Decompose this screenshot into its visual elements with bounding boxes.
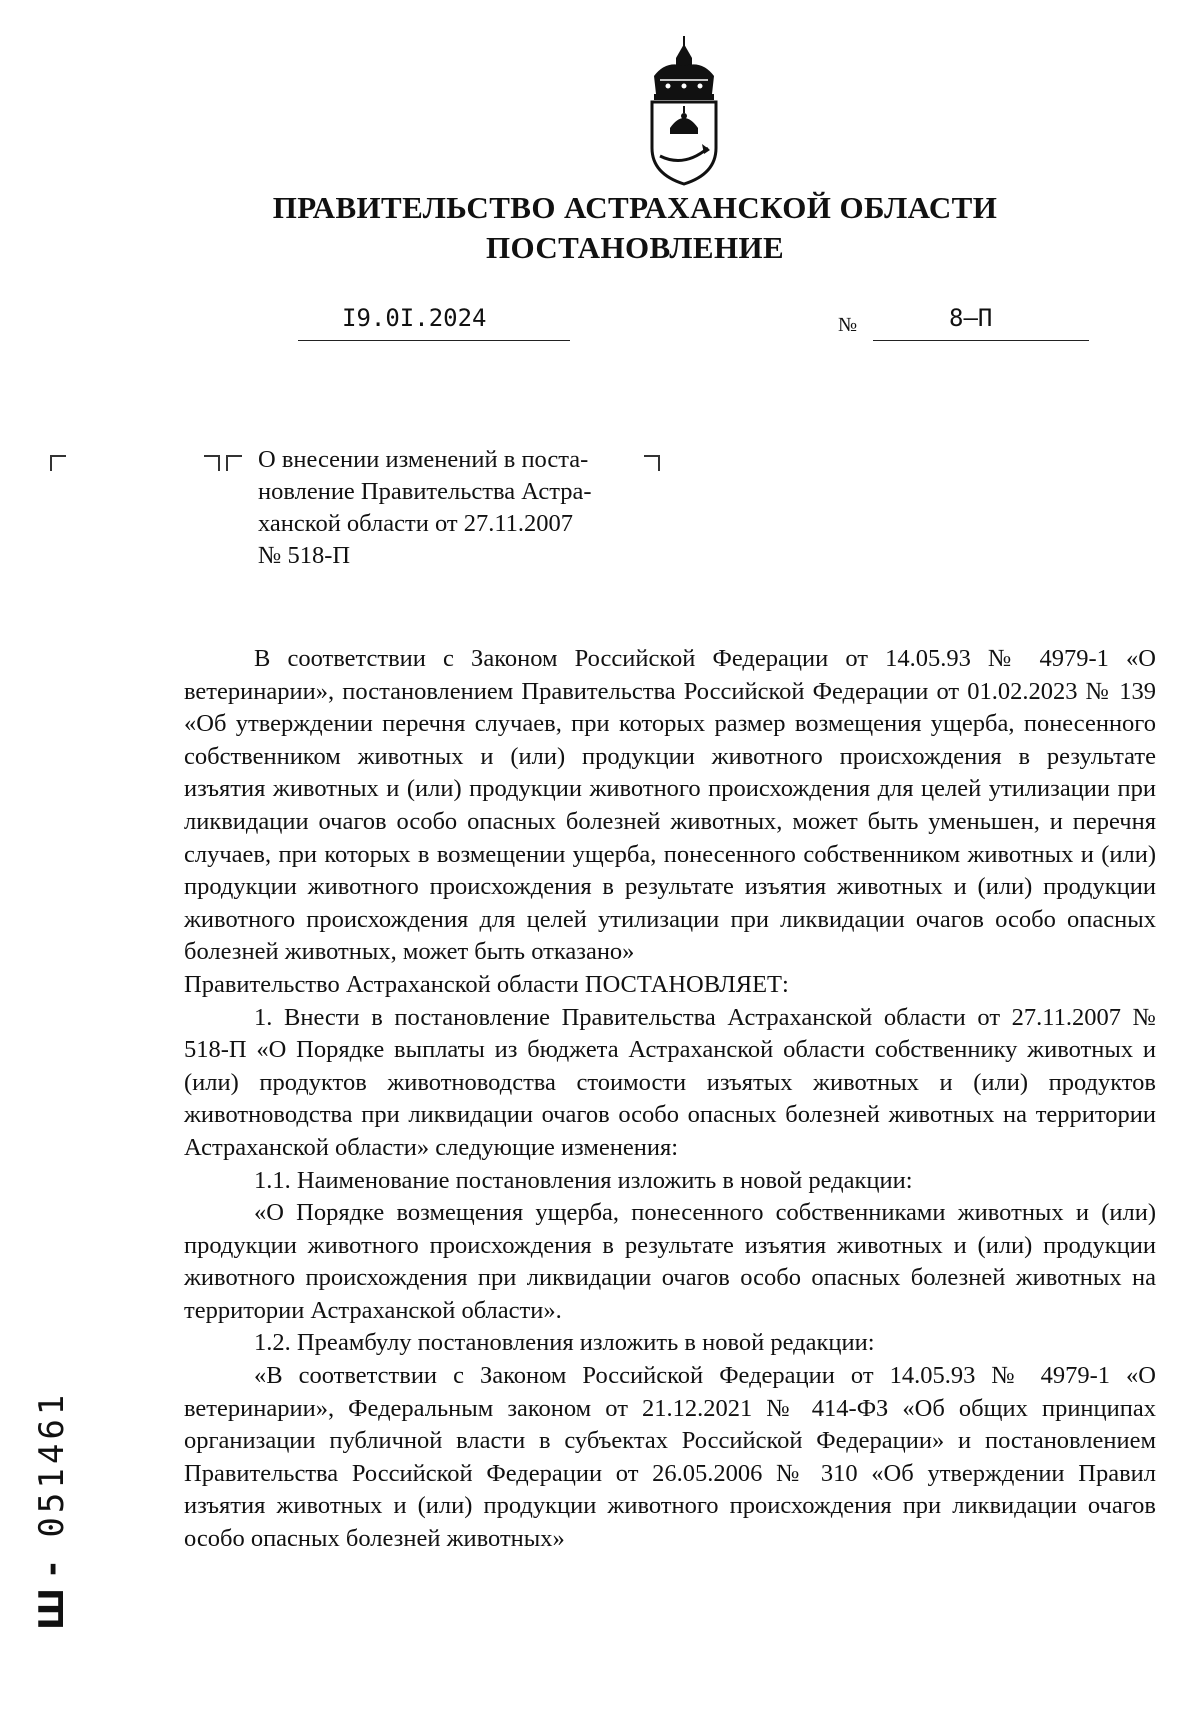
subject-line: ханской области от 27.11.2007 xyxy=(258,510,574,537)
coat-of-arms-icon xyxy=(646,36,722,186)
number-sign: № xyxy=(838,314,858,336)
subject-line: О внесении изменений в поста- xyxy=(258,446,589,473)
subject-line: новление Правительства Астра- xyxy=(258,478,592,505)
document-type: ПОСТАНОВЛЕНИЕ xyxy=(485,230,785,265)
organization-title: ПРАВИТЕЛЬСТВО АСТРАХАНСКОЙ ОБЛАСТИ xyxy=(272,190,998,225)
document-number: 8–П xyxy=(949,304,993,332)
serial-digits: 051461 xyxy=(32,1390,72,1538)
document-body xyxy=(184,643,1156,1556)
item-1-2-paragraph: 1.2. Преамбулу постановления изложить в новой редакции: xyxy=(254,1329,875,1357)
item-1-1-text: «О Порядке возмещения ущерба, понесенного собственниками животных и (или) продукции животного происхождения в результате изъятия животных и (или) продукции животного происхождения при ликвидации очагов особо опасных болезней животных на территории Астраханской области». xyxy=(184,1199,1156,1324)
form-serial-number xyxy=(30,1330,74,1630)
subject-corner-mark-inner xyxy=(226,455,242,471)
preamble-paragraph: В соответствии с Законом Российской Федерации от 14.05.93 № 4979-1 «О ветеринарии», постановлением Правительства Российской Федерации от 01.02.2023 № 139 «Об утверждении перечня случаев, при которых размер возмещения ущерба, понесенного собственником животных и (или) продукции животного происхождения в результате изъятия животных и (или) продукции животного происхождения для целей утилизации при ликвидации очагов особо опасных болезней животных, может быть уменьшен, и перечня случаев, при которых в возмещении ущерба, понесенного собственником животных и (или) продукции животного происхождения в результате изъятия животных и (или) продукции животного происхождения для целей утилизации при ликвидации очагов особо опасных болезней животных, может быть отказано» xyxy=(184,645,1156,966)
subject-corner-mark-left xyxy=(204,455,220,471)
document-date: I9.0I.2024 xyxy=(342,304,487,332)
margin-corner-mark xyxy=(50,455,66,471)
document-subject xyxy=(258,444,658,572)
item-1-1-paragraph: 1.1. Наименование постановления изложить в новой редакции: xyxy=(254,1166,913,1194)
date-field xyxy=(298,304,570,341)
subject-line: № 518-П xyxy=(258,542,351,569)
item-1-2-text: «В соответствии с Законом Российской Федерации от 14.05.93 № 4979-1 «О ветеринарии», Федеральным законом от 21.12.2021 № 414-ФЗ «Об общих принципах организации публичной власти в субъектах Российской Федерации» и постановлением Правительства Российской Федерации от 26.05.2006 № 310 «Об утверждении Правил изъятия животных и (или) продукции животного происхождения при ликвидации очагов особо опасных болезней животных» xyxy=(184,1362,1156,1553)
document-header xyxy=(0,188,1200,268)
item-1-paragraph: 1. Внести в постановление Правительства Астраханской области от 27.11.2007 № 518-П «О Порядке выплаты из бюджета Астраханской области собственнику животных и (или) продуктов животноводства стоимости изъятых животных и (или) продуктов животноводства при ликвидации очагов особо опасных болезней животных на территории Астраханской области» следующие изменения: xyxy=(184,1003,1156,1161)
number-field xyxy=(873,304,1089,341)
resolution-statement: Правительство Астраханской области ПОСТАНОВЛЯЕТ: xyxy=(184,970,789,998)
serial-series: Ш - xyxy=(32,1562,72,1630)
